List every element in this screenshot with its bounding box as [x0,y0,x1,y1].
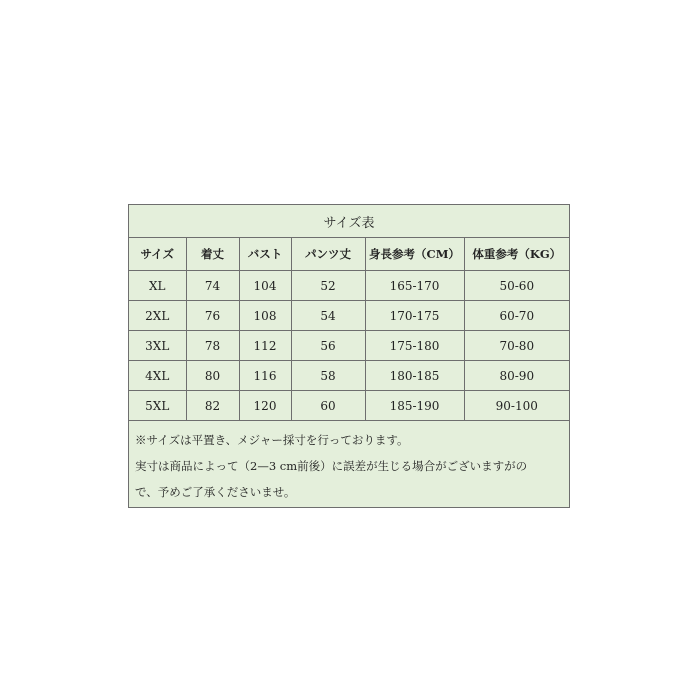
table-cell: XL [129,271,186,301]
table-row [129,391,569,421]
chart-title: サイズ表 [129,205,569,238]
table-cell: 165-170 [365,271,464,301]
column-header-size: サイズ [129,238,186,271]
column-header-pants-length: パンツ丈 [291,238,365,271]
table-cell: 78 [186,331,239,361]
table-cell: 80 [186,361,239,391]
table-cell: 185-190 [365,391,464,421]
table-cell: 50-60 [464,271,569,301]
table-cell: 5XL [129,391,186,421]
table-cell: 52 [291,271,365,301]
column-header-weight-ref: 体重参考（KG） [464,238,569,271]
title-row [129,205,569,238]
note-measurement: ※サイズは平置き、メジャー採寸を行っております。 [135,433,409,447]
table-cell: 170-175 [365,301,464,331]
header-row [129,238,569,271]
column-header-length: 着丈 [186,238,239,271]
column-header-height-ref: 身長参考（CM） [365,238,464,271]
note-tolerance: 実寸は商品によって（2—3 cm前後）に誤差が生じる場合がございますがの [135,459,528,473]
table-cell: 90-100 [464,391,569,421]
size-chart [128,204,570,508]
notes [129,421,569,505]
table-row [129,331,569,361]
table-cell: 56 [291,331,365,361]
table-cell: 108 [239,301,291,331]
table-cell: 70-80 [464,331,569,361]
table-cell: 60 [291,391,365,421]
table-cell: 112 [239,331,291,361]
size-table [129,205,569,421]
table-cell: 76 [186,301,239,331]
table-cell: 116 [239,361,291,391]
table-row [129,361,569,391]
table-cell: 120 [239,391,291,421]
table-cell: 58 [291,361,365,391]
table-cell: 82 [186,391,239,421]
column-header-bust: バスト [239,238,291,271]
table-cell: 54 [291,301,365,331]
note-tolerance-continued: で、予めご了承くださいませ。 [135,485,296,499]
table-cell: 4XL [129,361,186,391]
table-cell: 74 [186,271,239,301]
table-cell: 3XL [129,331,186,361]
table-cell: 104 [239,271,291,301]
table-cell: 60-70 [464,301,569,331]
table-cell: 175-180 [365,331,464,361]
table-cell: 2XL [129,301,186,331]
table-row [129,271,569,301]
table-cell: 80-90 [464,361,569,391]
table-row [129,301,569,331]
table-cell: 180-185 [365,361,464,391]
